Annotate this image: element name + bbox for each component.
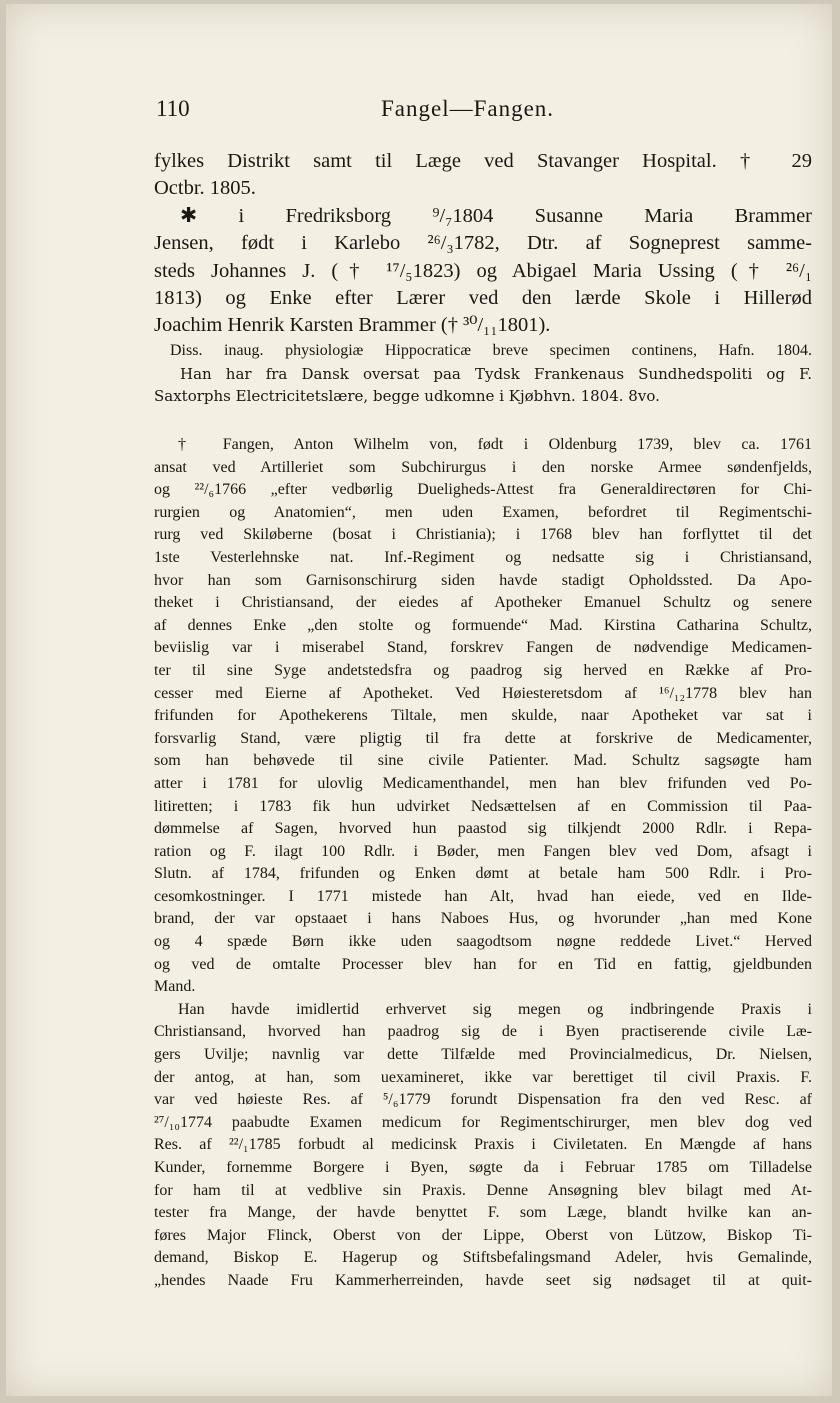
running-title: Fangel—Fangen.	[381, 96, 555, 121]
text-line: brand, der var opstaaet i hans Naboes Hus, og hvorunder „han med Kone	[154, 910, 812, 928]
text-line: der antog, at han, som uexamineret, ikke var berettiget til civil Praxis. F.	[154, 1068, 812, 1086]
text-line: Diss. inaug. physiologiæ Hippocraticæ breve specimen continens, Hafn. 1804.	[170, 342, 812, 359]
text-line: Mand.	[154, 978, 196, 996]
text-line: og 4 spæde Børn ikke uden saagodtsom nøgne reddede Livet.“ Herved	[154, 933, 812, 951]
page-number: 110	[156, 96, 190, 121]
text-line: steds Johannes J. († ¹⁷/₅1823) og Abigael Maria Ussing († ²⁶/₁	[154, 259, 812, 282]
text-line: frifunden for Apothekerens Tiltale, men skulde, naar Apotheket var sat i	[154, 707, 812, 725]
text-line: af dennes Enke „den stolte og formuende“ Mad. Kirstina Catharina Schultz,	[154, 616, 812, 634]
text-line: Saxtorphs Electricitetslære, begge udkomne i Kjøbhvn. 1804. 8vo.	[154, 387, 660, 406]
text-line: cesomkostninger. I 1771 mistede han Alt, hvad han eiede, ved en Ilde-	[154, 887, 812, 905]
text-line: beviislig var i miserabel Stand, forskrev Fangen de nødvendige Medicamen-	[154, 639, 812, 657]
book-page	[6, 4, 832, 1396]
text-line: tester fra Mange, der havde benyttet F. som Læge, blandt hvilke kan an-	[154, 1204, 812, 1222]
text-line: som han behøvede til sine civile Patienter. Mad. Schultz sagsøgte ham	[154, 752, 812, 770]
text-line: litiretten; i 1783 fik hun udvirket Nedsættelsen af en Commission til Paa-	[154, 797, 812, 815]
text-line: fylkes Distrikt samt til Læge ved Stavanger Hospital. † 29	[154, 150, 812, 172]
text-line: Res. af ²²/₁1785 forbudt al medicinsk Praxis i Civiletaten. En Mængde af hans	[154, 1136, 812, 1154]
text-line: „hendes Naade Fru Kammerherreinden, havde seet sig nødsaget til at quit-	[154, 1271, 812, 1289]
text-line: theket i Christiansand, der eiedes af Apotheker Emanuel Schultz og senere	[154, 594, 812, 612]
text-line: ²⁷/₁₀1774 paabudte Examen medicum for Regimentschirurger, men blev dog ved	[154, 1113, 812, 1131]
text-line: Christiansand, hvorved han paadrog sig de i Byen practiserende civile Læ-	[154, 1023, 812, 1041]
text-line: demand, Biskop E. Hagerup og Stiftsbefalingsmand Adeler, hvis Gemalinde,	[154, 1249, 812, 1267]
text-line: gers Uvilje; navnlig var dette Tilfælde med Provincialmedicus, Dr. Nielsen,	[154, 1046, 812, 1064]
text-line: Octbr. 1805.	[154, 177, 256, 200]
fangen-entry	[154, 434, 812, 1293]
text-line: Han havde imidlertid erhvervet sig megen og indbringende Praxis i	[178, 1000, 812, 1018]
fangel-dissertation	[154, 340, 812, 408]
text-line: dømmelse af Sagen, hvorved hun paastod sig tilkjendt 2000 Rdlr. i Repa-	[154, 820, 812, 838]
fangel-entry	[154, 148, 812, 340]
text-line: 1813) og Enke efter Lærer ved den lærde Skole i Hillerød	[154, 287, 812, 310]
text-line: for ham til at vedblive sin Praxis. Denne Ansøgning blev bilagt med At-	[154, 1181, 812, 1199]
text-line: føres Major Flinck, Oberst von der Lippe, Oberst von Lützow, Biskop Ti-	[154, 1226, 812, 1244]
text-line: † Fangen, Anton Wilhelm von, født i Oldenburg 1739, blev ca. 1761	[178, 436, 812, 453]
text-line: atter i 1781 for ulovlig Medicamenthandel, men han blev frifunden ved Po-	[154, 774, 812, 792]
text-line: Kunder, fornemme Borgere i Byen, søgte da i Februar 1785 om Tilladelse	[154, 1159, 812, 1176]
text-line: Joachim Henrik Karsten Brammer († ³⁰/₁₁1801).	[154, 314, 551, 337]
text-line: forsvarlig Stand, være pligtig til fra dette at forskrive de Medicamenter,	[154, 729, 812, 747]
text-line: ration og F. ilagt 100 Rdlr. i Bøder, men Fangen blev ved Dom, afsagt i	[154, 842, 812, 860]
text-line: ter til sine Syge andetstedsfra og paadrog sig herved en Række af Pro-	[154, 661, 812, 679]
text-line: Slutn. af 1784, frifunden og Enken dømt at betale ham 500 Rdlr. i Pro-	[154, 865, 812, 883]
text-line: var ved høieste Res. af ⁵/₆1779 forundt Dispensation fra den ved Resc. af	[154, 1091, 812, 1109]
text-line: rurg ved Skiløberne (bosat i Christiania); i 1768 blev han forflyttet til det	[154, 526, 812, 544]
text-line: Han har fra Dansk oversat paa Tydsk Frankenaus Sundhedspoliti og F.	[180, 364, 812, 383]
text-line: ansat ved Artilleriet som Subchirurgus i den norske Armee søndenfjelds,	[154, 458, 812, 476]
text-line: ✱ i Fredriksborg ⁹/₇1804 Susanne Maria Brammer	[180, 204, 812, 227]
text-line: og ved de omtalte Processer blev han for en Tid en fattig, gjeldbunden	[154, 955, 812, 973]
text-line: Jensen, født i Karlebo ²⁶/₃1782, Dtr. af Sogneprest samme-	[154, 232, 812, 255]
text-line: 1ste Vesterlehnske nat. Inf.-Regiment og nedsatte sig i Christiansand,	[154, 548, 812, 566]
text-line: rurgien og Anatomien“, men uden Examen, befordret til Regimentschi-	[154, 503, 812, 521]
text-line: cesser med Eierne af Apotheket. Ved Høiesteretsdom af ¹⁶/₁₂1778 blev han	[154, 684, 812, 702]
page-header	[156, 96, 816, 126]
text-line: hvor han som Garnisonschirurg siden havde stadigt Opholdssted. Da Apo-	[154, 571, 812, 589]
text-line: og ²²/₆1766 „efter vedbørlig Dueligheds-Attest fra Generaldirectøren for Chi-	[154, 481, 812, 499]
